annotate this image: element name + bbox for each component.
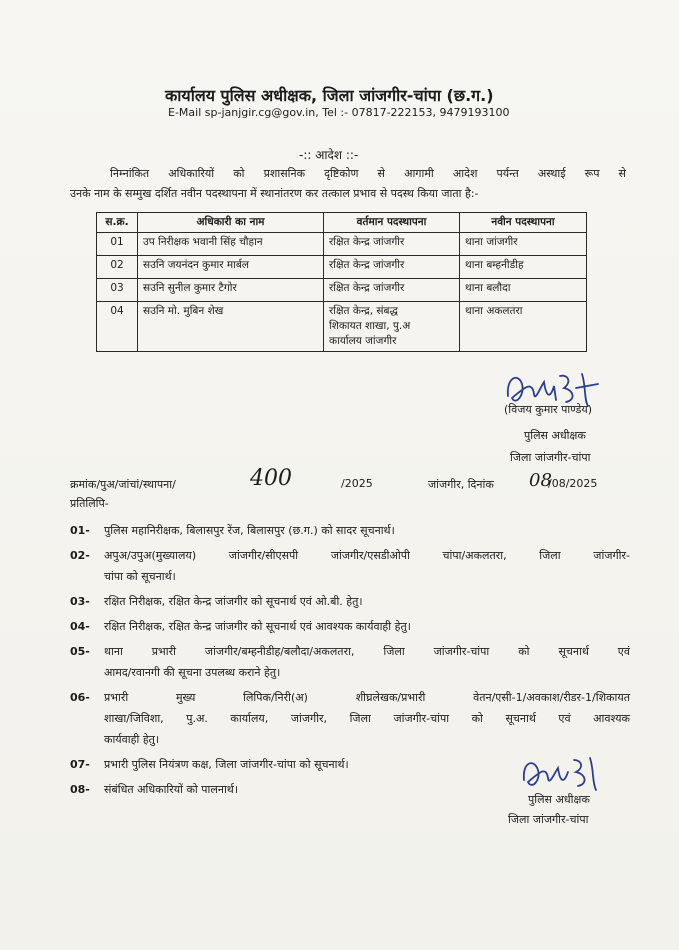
cell-current-line: शिकायत शाखा, पु.अ xyxy=(329,320,411,332)
reference-month-year: /08/2025 xyxy=(548,477,598,490)
reference-day: 08 xyxy=(529,470,552,491)
cell-new: थाना जांजगीर xyxy=(460,233,587,256)
list-item-number: 05- xyxy=(70,645,90,658)
cell-serial: 02 xyxy=(97,256,138,279)
list-item-number: 02- xyxy=(70,549,90,562)
list-item-text: कार्यवाही हेतु। xyxy=(104,733,160,746)
cell-current-line: कार्यालय जांजगीर xyxy=(329,335,397,347)
list-item-number: 01- xyxy=(70,524,90,537)
list-item-text: रक्षित निरीक्षक, रक्षित केन्द्र जांजगीर को सूचनार्थ एवं ओ.बी. हेतु। xyxy=(104,595,363,608)
col-header-current: वर्तमान पदस्थापना xyxy=(324,213,460,233)
table-row xyxy=(97,233,587,256)
list-item-text: चांपा को सूचनार्थ। xyxy=(104,570,176,583)
reference-prefix: क्रमांक/पुअ/जांचां/स्थापना/ xyxy=(70,478,176,491)
reference-year: /2025 xyxy=(341,477,373,490)
table-row xyxy=(97,256,587,279)
list-item-text: पुलिस महानिरीक्षक, बिलासपुर रेंज, बिलासपुर (छ.ग.) को सादर सूचनार्थ। xyxy=(104,524,395,537)
list-item-text: अपुअ/उपुअ(मुख्यालय) जांजगीर/सीएसपी जांजगीर/एसडीओपी चांपा/अकलतरा, जिला जांजगीर- xyxy=(104,549,630,562)
cell-serial: 01 xyxy=(97,233,138,256)
col-header-officer: अधिकारी का नाम xyxy=(138,213,324,233)
signatory-name: (विजय कुमार पाण्डेय) xyxy=(504,403,593,416)
cell-current-line: रक्षित केन्द्र, संबद्ध xyxy=(329,305,398,317)
list-item-number: 08- xyxy=(70,783,90,796)
cell-serial: 03 xyxy=(97,279,138,302)
transfer-table xyxy=(96,212,587,352)
list-item-number: 06- xyxy=(70,691,90,704)
cell-current: रक्षित केन्द्र जांजगीर xyxy=(324,233,460,256)
order-heading: -:: आदेश ::- xyxy=(299,148,359,162)
cell-serial: 04 xyxy=(97,302,138,352)
cell-officer: उप निरीक्षक भवानी सिंह चौहान xyxy=(138,233,324,256)
cell-new: थाना बम्हनीडीह xyxy=(460,256,587,279)
list-item-text: संबंधित अधिकारियों को पालनार्थ। xyxy=(104,783,238,796)
list-item xyxy=(70,687,630,750)
list-item xyxy=(70,616,630,637)
cell-current xyxy=(324,302,460,352)
office-title: कार्यालय पुलिस अधीक्षक, जिला जांजगीर-चांपा (छ.ग.) xyxy=(165,86,494,105)
signatory-district: जिला जांजगीर-चांपा xyxy=(508,813,589,826)
reference-place-date-label: जांजगीर, दिनांक xyxy=(428,478,494,491)
list-item xyxy=(70,641,630,683)
table-row xyxy=(97,302,587,352)
list-item-number: 04- xyxy=(70,620,90,633)
list-item-text: प्रभारी मुख्य लिपिक/निरी(अ) शीघ्रलेखक/प्रभारी वेतन/एसी-1/अवकाश/रीडर-1/शिकायत xyxy=(104,691,630,704)
signatory-district: जिला जांजगीर-चांपा xyxy=(510,451,591,464)
list-item xyxy=(70,545,630,587)
list-item-text: थाना प्रभारी जांजगीर/बम्हनीडीह/बलौदा/अकलतरा, जिला जांजगीर-चांपा को सूचनार्थ एवं xyxy=(104,645,630,658)
list-item-text: रक्षित निरीक्षक, रक्षित केन्द्र जांजगीर को सूचनार्थ एवं आवश्यक कार्यवाही हेतु। xyxy=(104,620,411,633)
cell-current: रक्षित केन्द्र जांजगीर xyxy=(324,256,460,279)
cell-officer: सउनि सुनील कुमार टैगोर xyxy=(138,279,324,302)
cell-new: थाना अकलतरा xyxy=(460,302,587,352)
list-item xyxy=(70,520,630,541)
order-paragraph xyxy=(70,164,626,204)
signatory-designation: पुलिस अधीक्षक xyxy=(528,793,590,806)
list-item xyxy=(70,591,630,612)
contact-line: E-Mail sp-janjgir.cg@gov.in, Tel :- 07817-222153, 9479193100 xyxy=(168,106,510,119)
list-item-text: प्रभारी पुलिस नियंत्रण कक्ष, जिला जांजगीर-चांपा को सूचनार्थ। xyxy=(104,758,349,771)
signatory-designation: पुलिस अधीक्षक xyxy=(524,429,586,442)
cell-officer: सउनि जयनंदन कुमार मार्बल xyxy=(138,256,324,279)
cell-current: रक्षित केन्द्र जांजगीर xyxy=(324,279,460,302)
list-item-text: शाखा/जिविशा, पु.अ. कार्यालय, जांजगीर, जिला जांजगीर-चांपा को सूचनार्थ एवं आवश्यक xyxy=(104,712,630,725)
table-row xyxy=(97,279,587,302)
cell-new: थाना बलौदा xyxy=(460,279,587,302)
signature-scribble xyxy=(516,752,606,796)
col-header-new: नवीन पदस्थापना xyxy=(460,213,587,233)
list-item-number: 07- xyxy=(70,758,90,771)
list-item-text: आमद/रवानगी की सूचना उपलब्ध कराने हेतु। xyxy=(104,666,281,679)
cell-officer: सउनि मो. मुबिन शेख xyxy=(138,302,324,352)
order-paragraph-line2: उनके नाम के सम्मुख दर्शित नवीन पदस्थापना में स्थानांतरण कर तत्काल प्रभाव से पदस्थ किया जाता है:- xyxy=(70,187,479,200)
table-header-row xyxy=(97,213,587,233)
list-item-number: 03- xyxy=(70,595,90,608)
copy-to-label: प्रतिलिपि- xyxy=(70,497,109,510)
order-paragraph-line1: निम्नांकित अधिकारियों को प्रशासनिक दृष्टिकोण से आगामी आदेश पर्यन्त अस्थाई रूप से xyxy=(110,167,626,180)
col-header-serial: स.क्र. xyxy=(97,213,138,233)
reference-number: 400 xyxy=(250,466,292,491)
